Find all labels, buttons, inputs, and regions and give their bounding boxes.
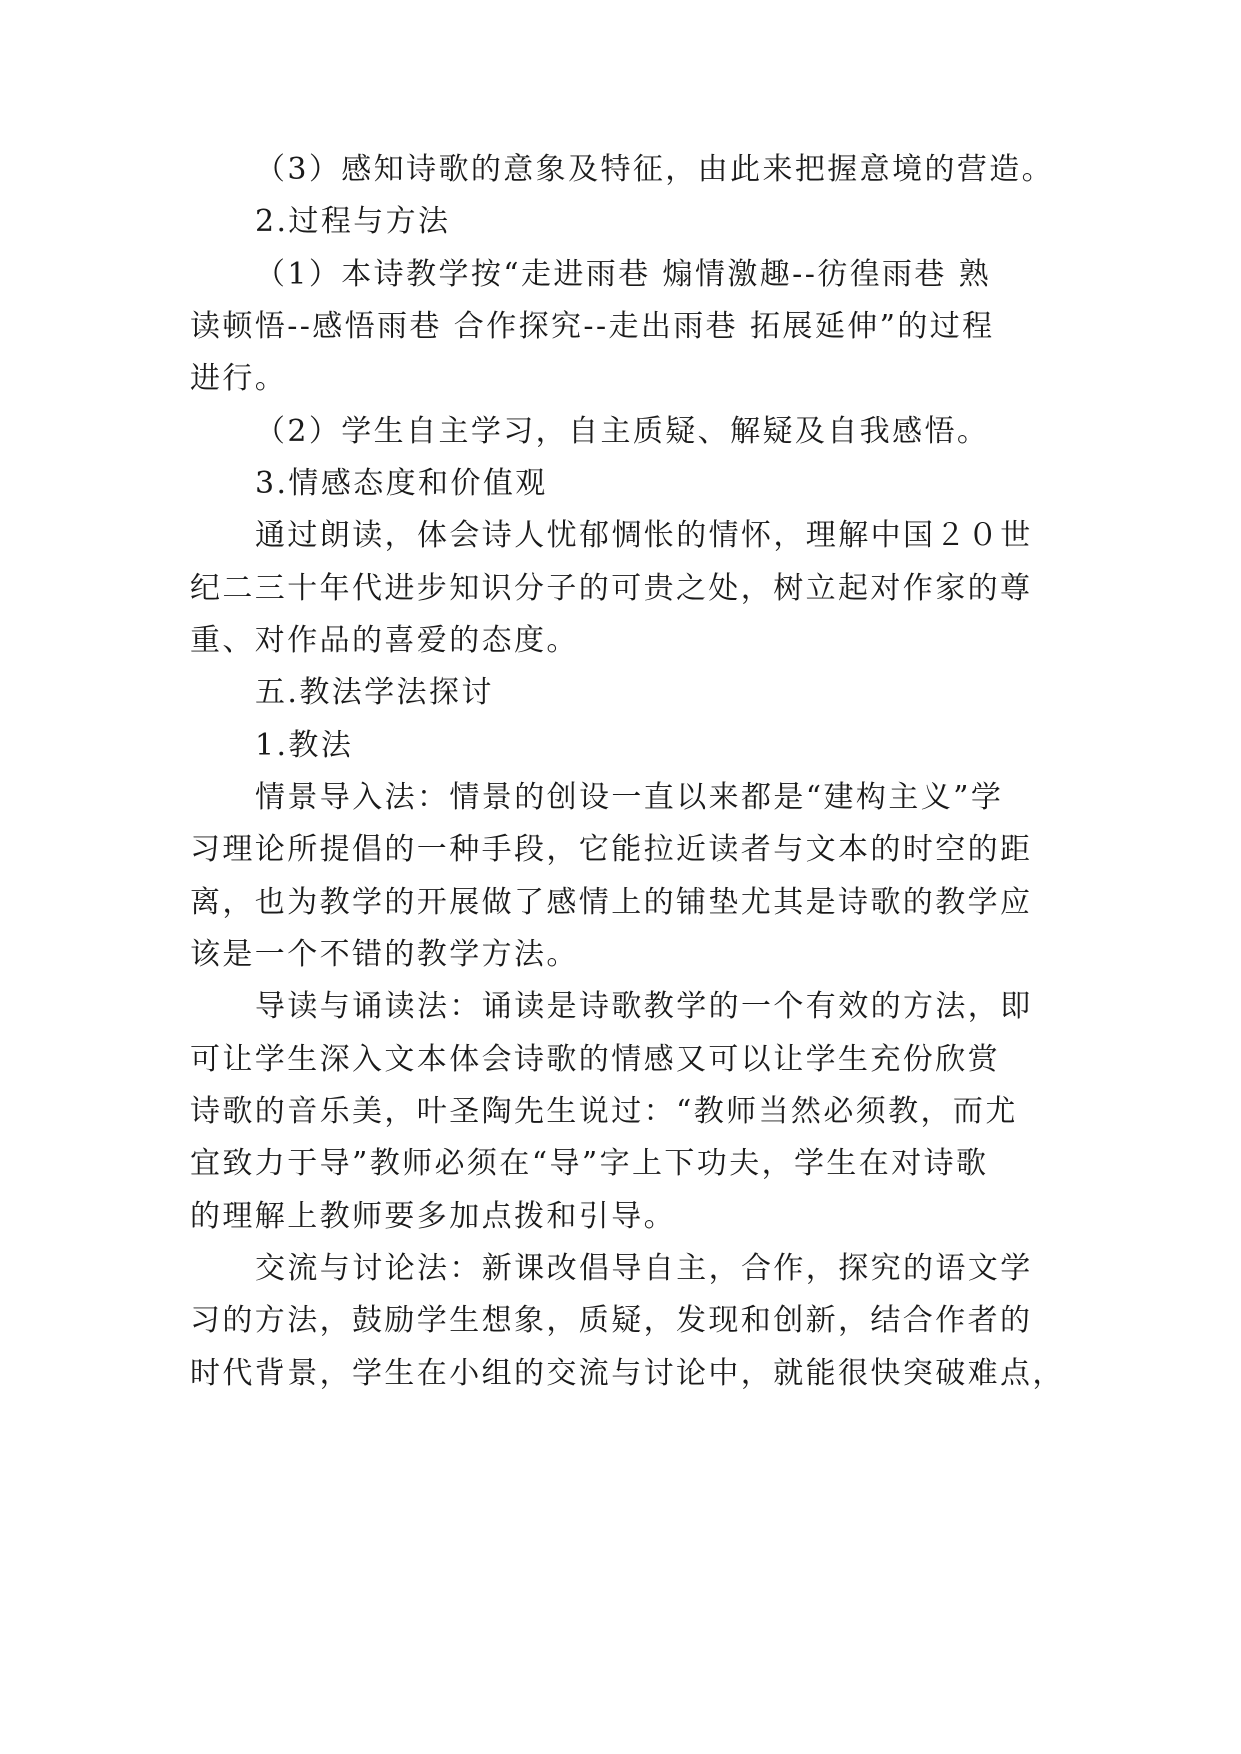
text-line: 习理论所提倡的一种手段，它能拉近读者与文本的时空的距 <box>190 832 1033 867</box>
section-heading: 五.教法学法探讨 <box>255 675 494 710</box>
text-line: 该是一个不错的教学方法。 <box>190 937 579 972</box>
text-line: （2）学生自主学习，自主质疑、解疑及自我感悟。 <box>255 414 990 449</box>
text-line: 诗歌的音乐美，叶圣陶先生说过：“教师当然必须教，而尤 <box>190 1094 1018 1129</box>
text-line: 的理解上教师要多加点拨和引导。 <box>190 1199 676 1234</box>
text-line: 进行。 <box>190 361 288 396</box>
text-line: 可让学生深入文本体会诗歌的情感又可以让学生充份欣赏 <box>190 1042 1000 1077</box>
section-heading: 2.过程与方法 <box>255 204 451 239</box>
text-line: 导读与诵读法：诵读是诗歌教学的一个有效的方法，即 <box>255 989 1033 1024</box>
text-line: 通过朗读，体会诗人忧郁惆怅的情怀，理解中国２０世 <box>255 518 1033 553</box>
text-line: 纪二三十年代进步知识分子的可贵之处，树立起对作家的尊 <box>190 571 1033 606</box>
text-line: 时代背景，学生在小组的交流与讨论中，就能很快突破难点， <box>190 1356 1065 1391</box>
text-line: 宜致力于导”教师必须在“导”字上下功夫，学生在对诗歌 <box>190 1146 989 1181</box>
text-line: 交流与讨论法：新课改倡导自主，合作，探究的语文学 <box>255 1251 1033 1286</box>
text-line: 重、对作品的喜爱的态度。 <box>190 623 579 658</box>
text-line: 习的方法，鼓励学生想象，质疑，发现和创新，结合作者的 <box>190 1303 1033 1338</box>
text-line: 读顿悟--感悟雨巷 合作探究--走出雨巷 拓展延伸”的过程 <box>190 309 995 344</box>
section-heading: 3.情感态度和价值观 <box>255 466 548 501</box>
text-line: （3）感知诗歌的意象及特征，由此来把握意境的营造。 <box>255 152 1055 187</box>
text-line: 离，也为教学的开展做了感情上的铺垫尤其是诗歌的教学应 <box>190 885 1033 920</box>
text-line: 情景导入法：情景的创设一直以来都是“建构主义”学 <box>255 780 1004 815</box>
text-line: （1）本诗教学按“走进雨巷 煽情激趣--彷徨雨巷 熟 <box>255 257 992 292</box>
section-heading: 1.教法 <box>255 728 354 763</box>
